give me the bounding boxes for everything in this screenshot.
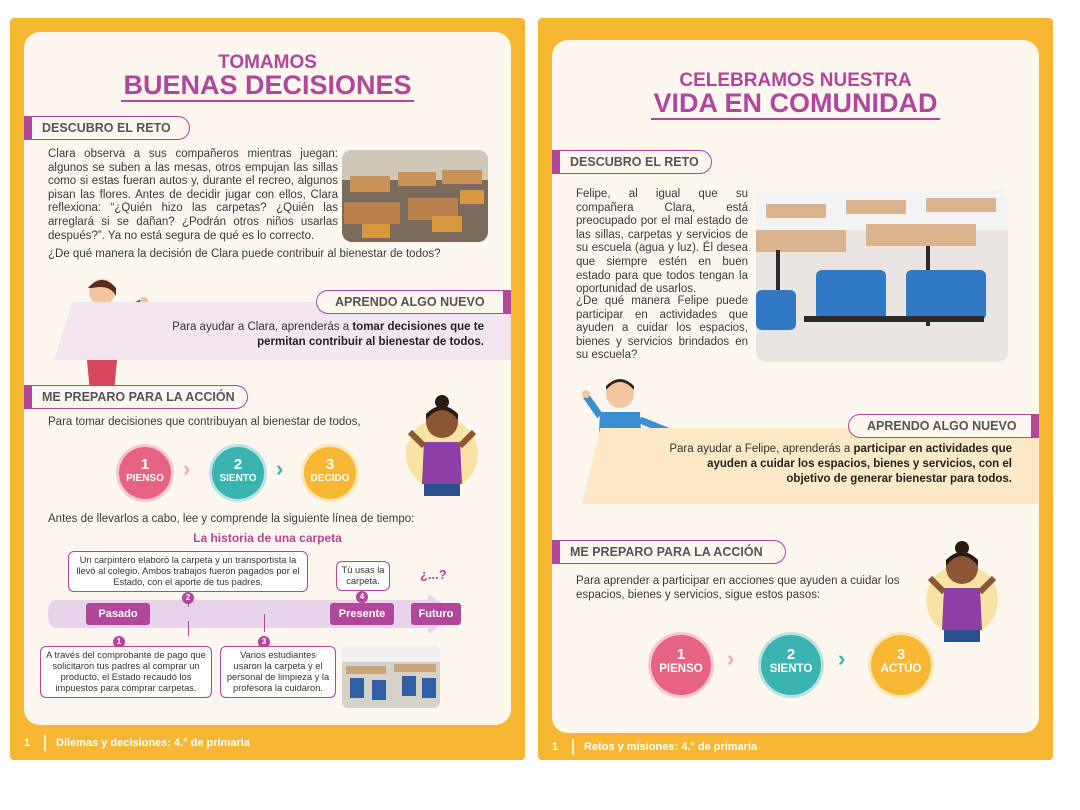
left-reto-question: ¿De qué manera la decisión de Clara puede contribuir al bienestar de todos?: [48, 248, 441, 260]
chevron-right-icon: ›: [183, 456, 191, 481]
timeline-label-presente: Presente: [330, 603, 394, 625]
right-page-card: [552, 40, 1039, 733]
timeline-event-3: Varios estudiantes usaron la carpeta y el personal de limpieza y la profesora la cuidaron.: [220, 646, 336, 698]
right-aprendo-label: APRENDO ALGO NUEVO: [848, 414, 1039, 438]
left-step-3: 3 DECIDO: [301, 444, 359, 502]
timeline-event-2: Un carpintero elaboró la carpeta y un transportista la llevó al colegio. Ambos trabajos fueron pagados por el Estado, con el aporte de tus padres.: [68, 551, 308, 592]
left-prep-label: ME PREPARO PARA LA ACCIÓN: [24, 385, 248, 409]
timeline-dot-3: 3: [258, 636, 270, 648]
timeline-dot-4: 4: [356, 591, 368, 603]
right-reto-text-2: ¿De qué manera Felipe puede participar en actividades que ayuden a cuidar los espacios, bienes y servicios brindados en su escuela?: [576, 295, 748, 362]
left-page-number: 1: [23, 737, 31, 749]
girl-illustration: [402, 392, 482, 496]
timeline-intro: Antes de llevarlos a cabo, lee y comprende la siguiente línea de tiempo:: [48, 513, 415, 525]
left-footer-text: Dilemas y decisiones: 4.° de primaria: [56, 737, 250, 749]
left-step-2: 2 SIENTO: [209, 444, 267, 502]
left-reto-text: Clara observa a sus compañeros mientras juegan: algunos se suben a las mesas, otros empujan las sillas como si estas fueran autos y, durante el recreo, algunos pisan las flores. Antes de decidir jugar con ellos, Clara reflexiona: “¿Quién hizo las carpetas? ¿Quién las arreglará si se dañan? ¿Podrán otros niños usarlas después?”. Ya no está segura de qué es lo correcto.: [48, 148, 338, 242]
timeline-event-4: Tú usas la carpeta.: [336, 561, 390, 591]
timeline-dot-2: 2: [182, 592, 194, 604]
right-footer: [538, 734, 1053, 760]
left-aprendo-label: APRENDO ALGO NUEVO: [316, 290, 511, 314]
classroom-photo: [342, 150, 488, 242]
timeline-event-1: A través del comprobante de pago que solicitaron tus padres al comprar un producto, el Estado recaudó los impuestos para comprar carpetas.: [40, 646, 212, 698]
classroom-photo-small: [342, 646, 440, 708]
timeline-future: ¿...?: [420, 567, 447, 582]
girl-illustration-right: [922, 538, 1002, 642]
right-reto-label: DESCUBRO EL RETO: [552, 150, 712, 174]
right-page-number: 1: [551, 741, 559, 753]
left-prep-text: Para tomar decisiones que contribuyan al bienestar de todos,: [48, 416, 361, 428]
left-reto-label: DESCUBRO EL RETO: [24, 116, 190, 140]
right-title-small: CELEBRAMOS NUESTRA: [679, 70, 912, 91]
chevron-right-icon: ›: [276, 456, 284, 481]
chevron-right-icon: ›: [838, 646, 846, 671]
right-prep-text: Para aprender a participar en acciones que ayuden a cuidar los espacios, bienes y servicios, sigue estos pasos:: [576, 575, 900, 601]
right-prep-label: ME PREPARO PARA LA ACCIÓN: [552, 540, 786, 564]
right-title-big: VIDA EN COMUNIDAD: [653, 88, 938, 118]
left-footer: [10, 726, 525, 760]
left-title-big: BUENAS DECISIONES: [123, 70, 412, 100]
left-page: [10, 18, 525, 760]
right-reto-text-1: Felipe, al igual que su compañera Clara, está preocupado por el mal estado de las sillas, carpetas y servicios de su escuela (agua y luz). Él desea que siempre estén en buen estado para que todos tengan la oportunidad de usarlos.: [576, 188, 748, 296]
timeline-label-futuro: Futuro: [411, 603, 461, 625]
timeline-title: La historia de una carpeta: [193, 531, 342, 545]
left-page-card: [24, 32, 511, 725]
right-step-3: 3 ACTÚO: [868, 632, 934, 698]
classroom-photo-right: [756, 190, 1008, 362]
left-aprendo-text: Para ayudar a Clara, aprenderás a tomar decisiones que te permitan contribuir al bienestar de todos.: [172, 321, 484, 348]
timeline-dot-1: 1: [113, 636, 125, 648]
right-page: [538, 18, 1053, 760]
right-footer-text: Retos y misiones: 4.° de primaria: [584, 741, 758, 753]
right-step-2: 2 SIENTO: [758, 632, 824, 698]
chevron-right-icon: ›: [727, 646, 735, 671]
left-title-small: TOMAMOS: [218, 52, 317, 73]
timeline-label-pasado: Pasado: [86, 603, 150, 625]
right-step-1: 1 PIENSO: [648, 632, 714, 698]
right-aprendo-text: Para ayudar a Felipe, aprenderás a participar en actividades que ayuden a cuidar los espacios, bienes y servicios, con el objetivo de generar bienestar para todos.: [669, 443, 1012, 485]
left-step-1: 1 PIENSO: [116, 444, 174, 502]
